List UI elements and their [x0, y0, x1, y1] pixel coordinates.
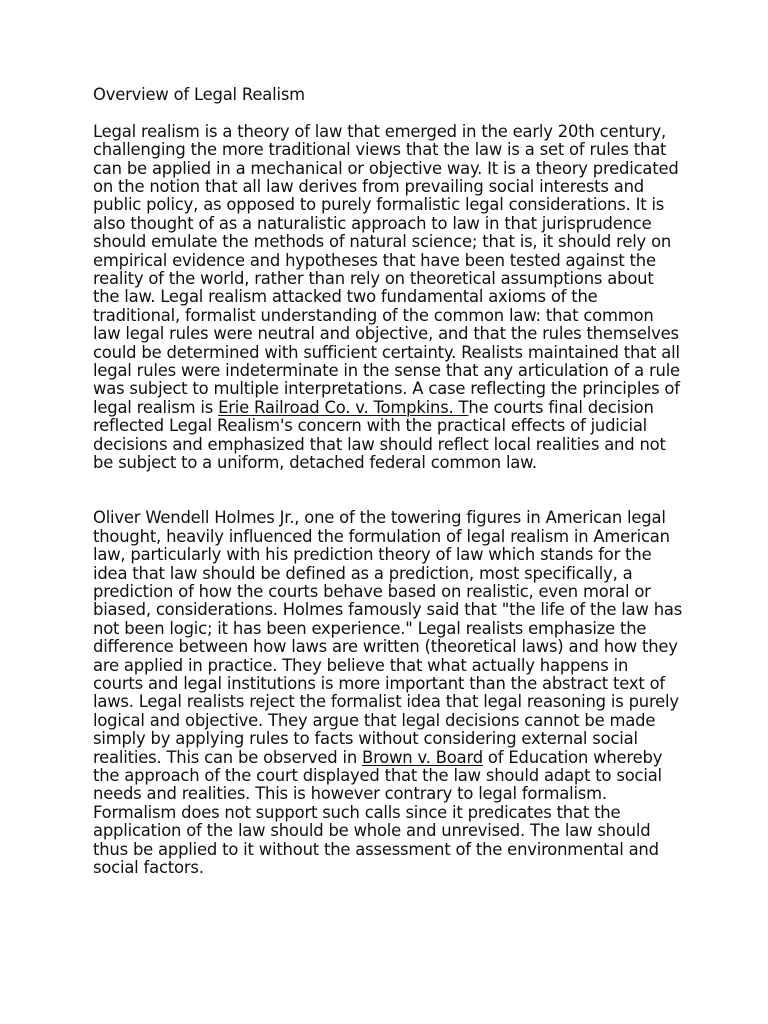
erie-railroad-case-link[interactable]: Erie Railroad Co. v. Tompkins. T — [218, 397, 469, 417]
paragraph-2-text-start: Oliver Wendell Holmes Jr., one of the towering figures in American legal thought, heavily influenced the formulation of legal realism in American law, particularly with his prediction theory of law which stands for the idea that law should be defined as a prediction, most specifically, a prediction of how the courts behave based on realistic, even moral or biased, considerations. Holmes famously said that "the life of the law has not been logic; it has been experience." Legal realists emphasize the difference between how laws are written (theoretical laws) and how they are applied in practice. They believe that what actually happens in courts and legal institutions is more important than the abstract text of laws. Legal realists reject the formalist idea that legal reasoning is purely logical and objective. They argue that legal decisions cannot be made simply by applying rules to facts without considering external social realities. This can be observed in — [93, 508, 683, 767]
paragraph-1-text-start: Legal realism is a theory of law that emerged in the early 20th century, challenging the more traditional views that the law is a set of rules that can be applied in a mechanical or objective way. It is a theory predicated on the notion that all law derives from prevailing social interests and public policy, as opposed to purely formalistic legal considerations. It is also thought of as a naturalistic approach to law in that jurisprudence should emulate the methods of natural science; that is, it should rely on empirical evidence and hypotheses that have been tested against the reality of the world, rather than rely on theoretical assumptions about the law. Legal realism attacked two fundamental axioms of the traditional, formalist understanding of the common law: that common law legal rules were neutral and objective, and that the rules themselves could be determined with sufficient certainty. Realists maintained that all legal rules were indeterminate in the sense that any articulation of a rule was subject to multiple interpretations. A case reflecting the principles of legal realism is — [93, 121, 680, 417]
document-title: Overview of Legal Realism — [93, 85, 305, 104]
paragraph-2-text-end: of Education whereby the approach of the court displayed that the law should adapt to social needs and realities. This is however contrary to legal formalism. Formalism does not support such calls since it predicates that the application of the law should be whole and unrevised. The law should thus be applied to it without the assessment of the environmental and social factors. — [93, 747, 663, 878]
paragraph-spacer — [93, 473, 683, 510]
document-page — [93, 86, 683, 877]
brown-v-board-case-link[interactable]: Brown v. Board — [362, 747, 483, 767]
paragraph-legal-realism-definition — [93, 123, 683, 473]
paragraph-1-text-end: he courts final decision reflected Legal Realism's concern with the practical effects of judicial decisions and emphasized that law should reflect local realities and not be subject to a uniform, detached federal common law. — [93, 397, 666, 473]
paragraph-holmes-influence — [93, 509, 683, 877]
